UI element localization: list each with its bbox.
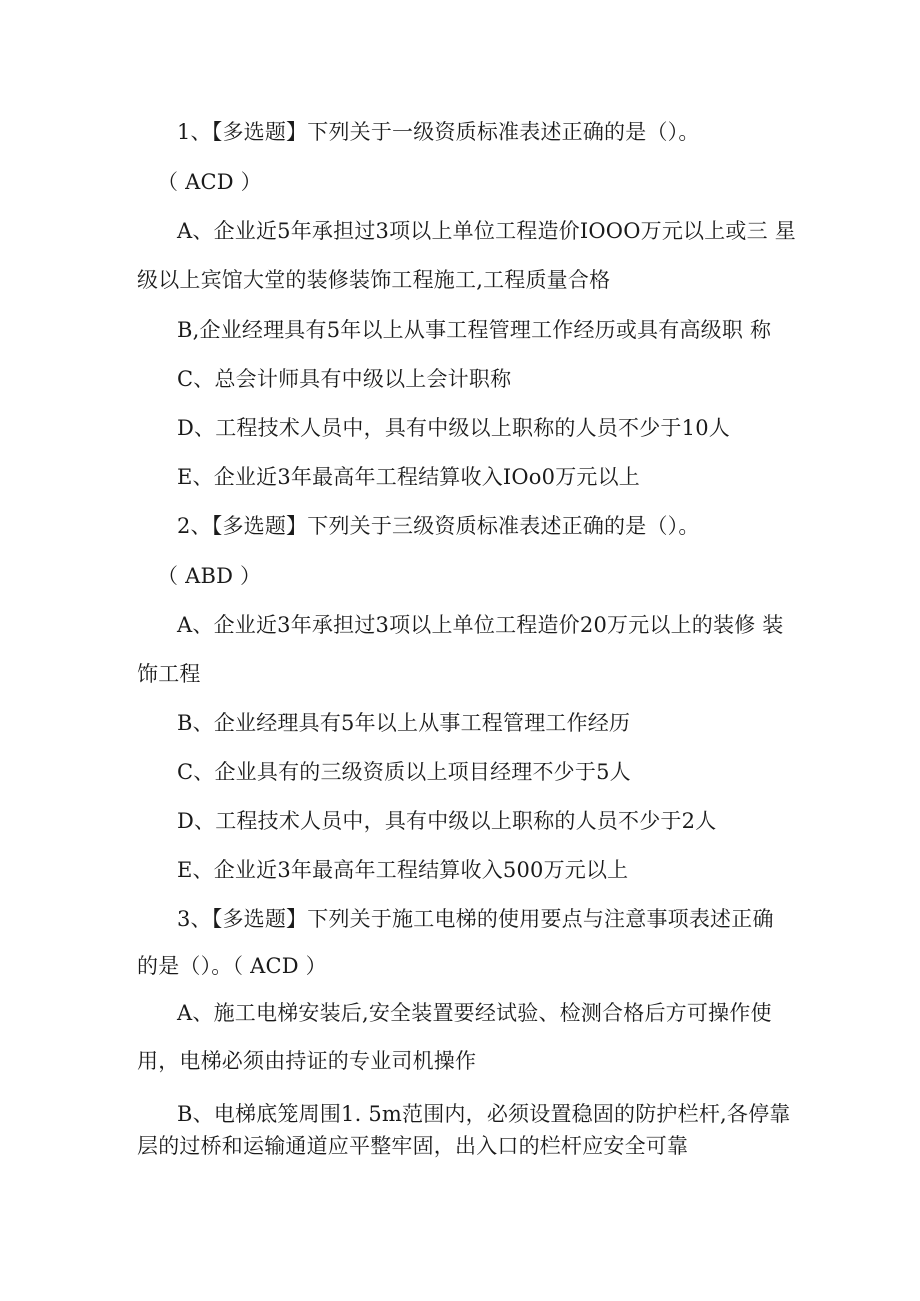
question-1-answer: （ ACD ） xyxy=(157,170,262,194)
q3-option-b-line-2: 层的过桥和运输通道应平整牢固，出入口的栏杆应安全可靠 xyxy=(137,1134,689,1158)
q2-option-a-line-1: A、企业近3年承担过3项以上单位工程造价20万元以上的装修 装 xyxy=(177,613,784,637)
q1-option-c: C、总会计师具有中级以上会计职称 xyxy=(177,367,512,391)
q1-option-d: D、工程技术人员中，具有中级以上职称的人员不少于10人 xyxy=(177,416,730,440)
q2-option-e: E、企业近3年最高年工程结算收入500万元以上 xyxy=(177,858,629,882)
question-1-stem: 1、【多选题】下列关于一级资质标准表述正确的是（）。 xyxy=(177,120,700,144)
q2-option-c: C、企业具有的三级资质以上项目经理不少于5人 xyxy=(177,760,631,784)
question-3-stem-line-1: 3、【多选题】下列关于施工电梯的使用要点与注意事项表述正确 xyxy=(177,907,774,931)
q2-option-a-line-2: 饰工程 xyxy=(137,662,201,686)
q2-option-d: D、工程技术人员中，具有中级以上职称的人员不少于2人 xyxy=(177,809,717,833)
q1-option-a-line-2: 级以上宾馆大堂的装修装饰工程施工,工程质量合格 xyxy=(137,268,611,292)
question-2-answer: （ ABD ） xyxy=(157,564,262,588)
q3-option-a-line-2: 用，电梯必须由持证的专业司机操作 xyxy=(137,1049,477,1073)
question-3-stem-line-2: 的是（）。（ ACD ） xyxy=(137,954,327,978)
q3-option-b-line-1: B、电梯底笼周围1. 5m范围内，必须设置稳固的防护栏杆,各停靠 xyxy=(177,1102,791,1126)
question-2-stem: 2、【多选题】下列关于三级资质标准表述正确的是（）。 xyxy=(177,514,700,538)
q3-option-a-line-1: A、施工电梯安装后,安全装置要经试验、检测合格后方可操作使 xyxy=(177,1001,772,1025)
q1-option-e: E、企业近3年最高年工程结算收入IOo0万元以上 xyxy=(177,465,641,489)
q2-option-b: B、企业经理具有5年以上从事工程管理工作经历 xyxy=(177,711,631,735)
q1-option-b: B,企业经理具有5年以上从事工程管理工作经历或具有高级职 称 xyxy=(177,318,772,342)
q1-option-a-line-1: A、企业近5年承担过3项以上单位工程造价IOOO万元以上或三 星 xyxy=(177,219,796,243)
